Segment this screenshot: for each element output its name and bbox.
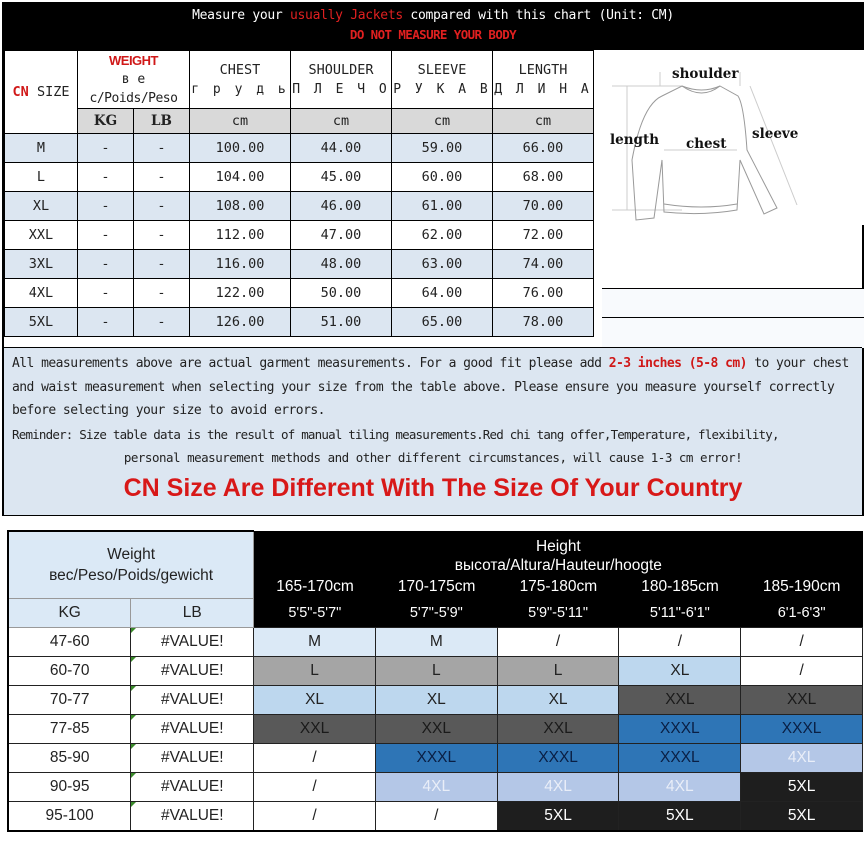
size-cell: M bbox=[5, 134, 78, 163]
size-cell: 4XL bbox=[375, 773, 497, 802]
weight-title: Weight bbox=[107, 546, 156, 563]
size-header bbox=[5, 51, 78, 134]
size-cell: M bbox=[254, 628, 376, 657]
diagram-sleeve-label: sleeve bbox=[752, 126, 799, 142]
chest-cell: 116.00 bbox=[190, 250, 291, 279]
size-cell: XXXL bbox=[497, 744, 619, 773]
diagram-shoulder-label: shoulder bbox=[672, 66, 739, 82]
length-header bbox=[493, 51, 594, 109]
length-cell: 78.00 bbox=[493, 308, 594, 337]
size-cell: XL bbox=[5, 192, 78, 221]
chest-cell: 100.00 bbox=[190, 134, 291, 163]
lb-header: LB bbox=[131, 599, 254, 628]
size-cell: 4XL bbox=[497, 773, 619, 802]
size-cell: / bbox=[497, 628, 619, 657]
table-row bbox=[8, 715, 863, 744]
banner-text: compared with this chart (Unit: CM) bbox=[402, 8, 674, 23]
shoulder-cell: 48.00 bbox=[291, 250, 392, 279]
height-title: Height bbox=[535, 538, 581, 555]
size-cell: XXL bbox=[375, 715, 497, 744]
length-cell: 66.00 bbox=[493, 134, 594, 163]
banner-line-1 bbox=[4, 4, 862, 27]
kg-header: KG bbox=[8, 599, 131, 628]
length-cell: 76.00 bbox=[493, 279, 594, 308]
sleeve-cell: 61.00 bbox=[392, 192, 493, 221]
size-cell: XL bbox=[619, 657, 741, 686]
height-ft-4: 6'1-6'3" bbox=[741, 599, 863, 628]
size-cell: XXL bbox=[619, 686, 741, 715]
length-title: LENGTH bbox=[518, 61, 568, 78]
size-cell: XXXL bbox=[619, 715, 741, 744]
table-row bbox=[5, 308, 594, 337]
lb-cell: #VALUE! bbox=[131, 628, 254, 657]
size-label: SIZE bbox=[28, 84, 70, 100]
height-ft-3: 5'11"-6'1" bbox=[619, 599, 741, 628]
height-weight-chart bbox=[7, 530, 863, 832]
kg-cell: - bbox=[78, 163, 134, 192]
height-col-0: 165-170cm bbox=[276, 578, 354, 595]
size-cell: 5XL bbox=[741, 802, 863, 832]
kg-unit: KG bbox=[78, 109, 134, 134]
size-cell: / bbox=[619, 628, 741, 657]
chest-cell: 112.00 bbox=[190, 221, 291, 250]
chest-title: CHEST bbox=[219, 61, 261, 78]
kg-cell: 77-85 bbox=[8, 715, 131, 744]
size-cell: / bbox=[254, 744, 376, 773]
size-cell: L bbox=[5, 163, 78, 192]
shoulder-title-ru: П Л Е Ч О bbox=[292, 81, 390, 97]
kg-cell: 70-77 bbox=[8, 686, 131, 715]
length-cell: 70.00 bbox=[493, 192, 594, 221]
kg-cell: - bbox=[78, 308, 134, 337]
length-cell: 74.00 bbox=[493, 250, 594, 279]
sleeve-unit: cm bbox=[392, 109, 493, 134]
weight-sub-2: c/Poids/Peso bbox=[89, 91, 178, 106]
size-cell: XL bbox=[375, 686, 497, 715]
size-cell: XXL bbox=[497, 715, 619, 744]
kg-cell: 47-60 bbox=[8, 628, 131, 657]
diagram-length-label: length bbox=[610, 132, 660, 148]
kg-cell: - bbox=[78, 250, 134, 279]
height-ft-1: 5'7"-5'9" bbox=[375, 599, 497, 628]
sleeve-cell: 63.00 bbox=[392, 250, 493, 279]
lb-unit: LB bbox=[134, 109, 190, 134]
lb-cell: #VALUE! bbox=[131, 744, 254, 773]
shoulder-header bbox=[291, 51, 392, 109]
chest-header bbox=[190, 51, 291, 109]
banner-highlight: usually Jackets bbox=[289, 8, 403, 23]
table-row bbox=[5, 163, 594, 192]
size-cell: 5XL bbox=[741, 773, 863, 802]
height-col-1: 170-175cm bbox=[397, 578, 476, 595]
height-subtitle: высота/Altura/Hauteur/hoogte bbox=[454, 557, 662, 574]
size-cell: L bbox=[375, 657, 497, 686]
kg-cell: - bbox=[78, 221, 134, 250]
fit-advice-text: All measurements above are actual garment measurements. For a good fit please add bbox=[12, 356, 609, 371]
shoulder-cell: 47.00 bbox=[291, 221, 392, 250]
empty-cell bbox=[602, 288, 864, 317]
height-col-2: 175-180cm bbox=[519, 578, 598, 595]
height-ft-0: 5'5"-5'7" bbox=[254, 599, 376, 628]
size-cell: 4XL bbox=[619, 773, 741, 802]
table-row bbox=[8, 657, 863, 686]
cn-label: CN bbox=[12, 84, 29, 100]
chest-cell: 122.00 bbox=[190, 279, 291, 308]
size-cell: M bbox=[375, 628, 497, 657]
table-row bbox=[8, 802, 863, 832]
reminder-line-2: personal measurement methods and other different circumstances, will cause 1-3 cm error! bbox=[123, 450, 743, 465]
size-cell: / bbox=[741, 628, 863, 657]
size-cell: / bbox=[254, 802, 376, 832]
shoulder-cell: 50.00 bbox=[291, 279, 392, 308]
size-cell: / bbox=[741, 657, 863, 686]
lb-cell: - bbox=[134, 163, 190, 192]
fit-advice-highlight: 2-3 inches (5-8 cm) bbox=[608, 356, 747, 371]
length-title-ru: Д Л И Н А bbox=[494, 81, 592, 97]
lb-cell: - bbox=[134, 134, 190, 163]
shoulder-unit: cm bbox=[291, 109, 392, 134]
size-cell: XXL bbox=[741, 686, 863, 715]
length-cell: 68.00 bbox=[493, 163, 594, 192]
banner-warning: DO NOT MEASURE YOUR BODY bbox=[349, 27, 517, 42]
chest-unit: cm bbox=[190, 109, 291, 134]
lb-cell: - bbox=[134, 221, 190, 250]
kg-cell: 60-70 bbox=[8, 657, 131, 686]
size-table bbox=[4, 50, 594, 337]
kg-cell: - bbox=[78, 134, 134, 163]
sleeve-cell: 62.00 bbox=[392, 221, 493, 250]
height-weight-table bbox=[7, 530, 863, 832]
sleeve-cell: 65.00 bbox=[392, 308, 493, 337]
fit-advice-text: to your chest and waist measurement when selecting your size from the table above. Please ensure you measure yourself correctly before selecting your size to avoid errors. bbox=[12, 356, 849, 418]
sleeve-header bbox=[392, 51, 493, 109]
size-cell: 5XL bbox=[497, 802, 619, 832]
size-cell: XL bbox=[497, 686, 619, 715]
size-cell: 5XL bbox=[619, 802, 741, 832]
table-row bbox=[5, 134, 594, 163]
kg-cell: - bbox=[78, 192, 134, 221]
sleeve-cell: 64.00 bbox=[392, 279, 493, 308]
lb-cell: - bbox=[134, 192, 190, 221]
instruction-banner bbox=[4, 4, 862, 50]
kg-cell: 95-100 bbox=[8, 802, 131, 832]
height-col-3: 180-185cm bbox=[641, 578, 719, 595]
size-cell: / bbox=[375, 802, 497, 832]
height-ft-2: 5'9"-5'11" bbox=[497, 599, 619, 628]
height-header bbox=[254, 531, 863, 599]
kg-cell: 85-90 bbox=[8, 744, 131, 773]
weight-header bbox=[8, 531, 254, 599]
table-row bbox=[5, 192, 594, 221]
weight-sub-1: в е bbox=[121, 72, 146, 87]
lb-cell: #VALUE! bbox=[131, 686, 254, 715]
table-row bbox=[5, 221, 594, 250]
garment-diagram bbox=[602, 50, 864, 225]
fit-advice bbox=[4, 348, 862, 423]
reminder-line-1: Reminder: Size table data is the result of manual tiling measurements.Red chi tang offer,Temperature, flexibility, bbox=[12, 426, 779, 442]
sleeve-cell: 59.00 bbox=[392, 134, 493, 163]
length-unit: cm bbox=[493, 109, 594, 134]
table-row bbox=[8, 773, 863, 802]
chest-cell: 104.00 bbox=[190, 163, 291, 192]
shoulder-cell: 44.00 bbox=[291, 134, 392, 163]
lb-cell: - bbox=[134, 308, 190, 337]
notes-panel bbox=[4, 347, 862, 515]
size-cell: XL bbox=[254, 686, 376, 715]
lb-cell: #VALUE! bbox=[131, 773, 254, 802]
size-cell: 3XL bbox=[5, 250, 78, 279]
sleeve-title-ru: Р У К А В bbox=[393, 81, 491, 97]
chest-title-ru: г р у д ь bbox=[191, 81, 289, 97]
sleeve-title: SLEEVE bbox=[417, 61, 467, 78]
shoulder-cell: 51.00 bbox=[291, 308, 392, 337]
weight-header bbox=[78, 51, 190, 109]
chest-cell: 108.00 bbox=[190, 192, 291, 221]
weight-title: WEIGHT bbox=[109, 53, 158, 68]
diagram-chest-label: chest bbox=[686, 136, 727, 152]
table-row bbox=[5, 250, 594, 279]
size-cell: 5XL bbox=[5, 308, 78, 337]
table-row bbox=[8, 744, 863, 773]
size-cell: XXL bbox=[254, 715, 376, 744]
shoulder-title: SHOULDER bbox=[308, 61, 374, 78]
chest-cell: 126.00 bbox=[190, 308, 291, 337]
lb-cell: #VALUE! bbox=[131, 657, 254, 686]
lb-cell: #VALUE! bbox=[131, 802, 254, 832]
shoulder-cell: 45.00 bbox=[291, 163, 392, 192]
size-cell: XXXL bbox=[741, 715, 863, 744]
size-cell: 4XL bbox=[5, 279, 78, 308]
kg-cell: - bbox=[78, 279, 134, 308]
size-cell: L bbox=[254, 657, 376, 686]
size-cell: XXL bbox=[5, 221, 78, 250]
lb-cell: #VALUE! bbox=[131, 715, 254, 744]
shoulder-cell: 46.00 bbox=[291, 192, 392, 221]
kg-cell: 90-95 bbox=[8, 773, 131, 802]
garment-size-chart bbox=[2, 2, 864, 516]
lb-cell: - bbox=[134, 279, 190, 308]
table-row bbox=[8, 628, 863, 657]
empty-cell bbox=[602, 317, 864, 348]
table-row bbox=[5, 279, 594, 308]
height-col-4: 185-190cm bbox=[762, 578, 841, 595]
lb-cell: - bbox=[134, 250, 190, 279]
weight-subtitle: вес/Peso/Poids/gewicht bbox=[49, 567, 214, 584]
size-cell: 4XL bbox=[741, 744, 863, 773]
size-cell: L bbox=[497, 657, 619, 686]
size-cell: / bbox=[254, 773, 376, 802]
banner-text: Measure your bbox=[192, 8, 290, 23]
table-row bbox=[8, 686, 863, 715]
sleeve-cell: 60.00 bbox=[392, 163, 493, 192]
country-size-warning: CN Size Are Different With The Size Of Your Country bbox=[123, 473, 743, 502]
length-cell: 72.00 bbox=[493, 221, 594, 250]
size-cell: XXXL bbox=[375, 744, 497, 773]
size-cell: XXXL bbox=[619, 744, 741, 773]
